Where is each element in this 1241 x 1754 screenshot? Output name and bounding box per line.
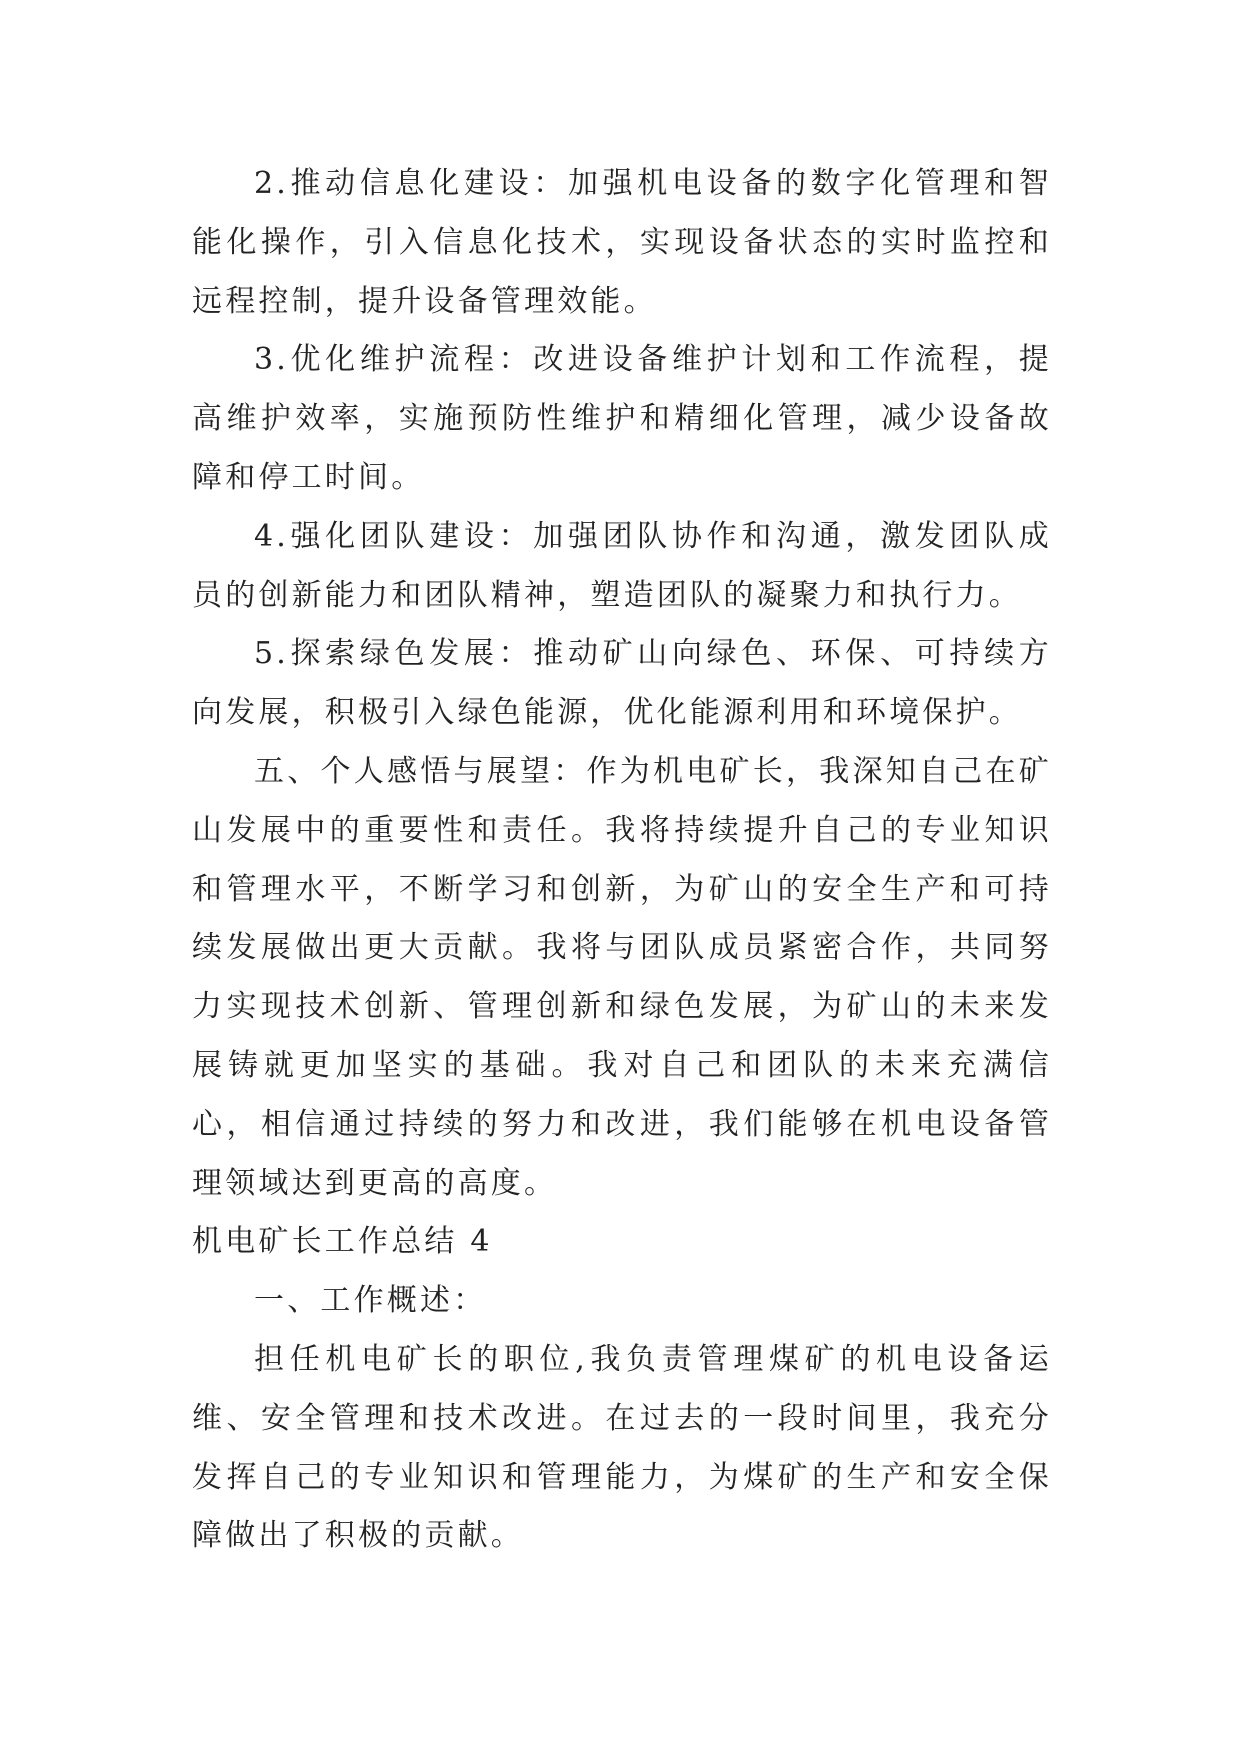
document-body xyxy=(192,155,1052,1566)
section-title: 机电矿长工作总结 4 xyxy=(192,1224,493,1260)
paragraph-maintenance: 3.优化维护流程：改进设备维护计划和工作流程，提高维护效率，实施预防性维护和精细化管理，减少设备故障和停工时间。 xyxy=(192,342,1052,495)
paragraph-informatization: 2.推动信息化建设：加强机电设备的数字化管理和智能化操作，引入信息化技术，实现设备状态的实时监控和远程控制，提升设备管理效能。 xyxy=(192,166,1052,319)
paragraph-reflection: 五、个人感悟与展望：作为机电矿长，我深知自己在矿山发展中的重要性和责任。我将持续提升自己的专业知识和管理水平，不断学习和创新，为矿山的安全生产和可持续发展做出更大贡献。我将与团队成员紧密合作，共同努力实现技术创新、管理创新和绿色发展，为矿山的未来发展铸就更加坚实的基础。我对自己和团队的未来充满信心，相信通过持续的努力和改进，我们能够在机电设备管理领域达到更高的高度。 xyxy=(192,753,1052,1201)
paragraph-overview-body: 担任机电矿长的职位,我负责管理煤矿的机电设备运维、安全管理和技术改进。在过去的一段时间里，我充分发挥自己的专业知识和管理能力，为煤矿的生产和安全保障做出了积极的贡献。 xyxy=(192,1341,1052,1554)
paragraph-green-development: 5.探索绿色发展：推动矿山向绿色、环保、可持续方向发展，积极引入绿色能源，优化能源利用和环境保护。 xyxy=(192,636,1052,731)
paragraph-overview-heading: 一、工作概述： xyxy=(254,1283,487,1319)
paragraph-team-building: 4.强化团队建设：加强团队协作和沟通，激发团队成员的创新能力和团队精神，塑造团队的凝聚力和执行力。 xyxy=(192,518,1052,613)
